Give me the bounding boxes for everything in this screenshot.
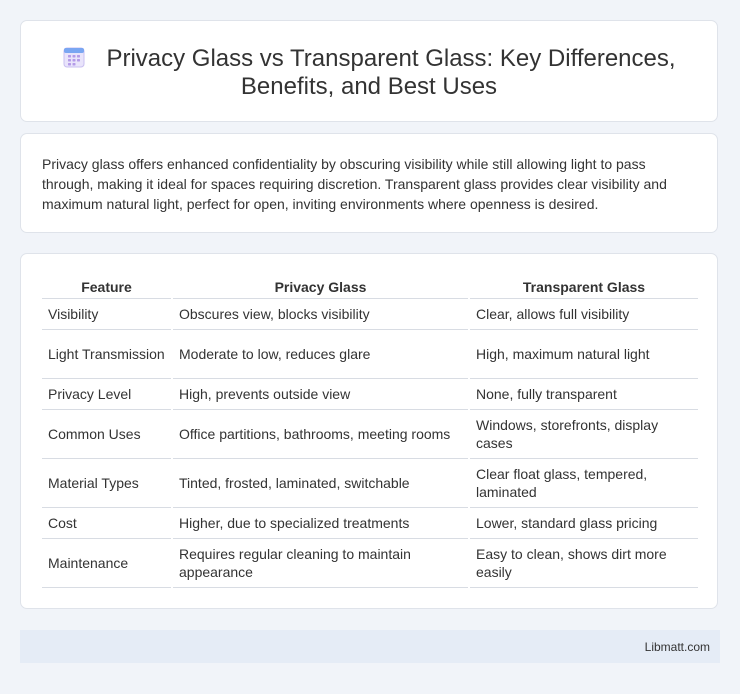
intro-card (20, 133, 718, 233)
feature-cell: Material Types (42, 459, 172, 508)
feature-cell: Common Uses (42, 410, 172, 459)
transparent-cell: Clear float glass, tempered, laminated (469, 459, 698, 508)
table-row (42, 539, 698, 588)
transparent-cell: Easy to clean, shows dirt more easily (469, 539, 698, 588)
header-privacy-glass: Privacy Glass (172, 276, 469, 299)
feature-cell: Cost (42, 508, 172, 539)
table-row (42, 459, 698, 508)
table-row (42, 410, 698, 459)
footer-bar (20, 630, 720, 663)
table-row (42, 508, 698, 539)
comparison-table (42, 276, 698, 588)
privacy-cell: Obscures view, blocks visibility (172, 299, 469, 330)
table-row (42, 379, 698, 410)
comparison-card (20, 253, 718, 609)
feature-cell: Privacy Level (42, 379, 172, 410)
transparent-cell: High, maximum natural light (469, 330, 698, 379)
header-card (20, 20, 718, 122)
privacy-cell: Tinted, frosted, laminated, switchable (172, 459, 469, 508)
feature-cell: Maintenance (42, 539, 172, 588)
table-row (42, 330, 698, 379)
title-wrap (21, 45, 717, 101)
footer-brand: Libmatt.com (644, 640, 710, 654)
privacy-cell: Requires regular cleaning to maintain appearance (172, 539, 469, 588)
privacy-cell: Office partitions, bathrooms, meeting rooms (172, 410, 469, 459)
feature-cell: Visibility (42, 299, 172, 330)
intro-text: Privacy glass offers enhanced confidentiality by obscuring visibility while still allowing light to pass through, making it ideal for spaces requiring discretion. Transparent glass provides clear visibility and maximum natural light, perfect for open, inviting environments where openness is desired. (42, 156, 667, 212)
transparent-cell: None, fully transparent (469, 379, 698, 410)
table-row (42, 299, 698, 330)
privacy-cell: Higher, due to specialized treatments (172, 508, 469, 539)
feature-cell: Light Transmission (42, 330, 172, 379)
header-transparent-glass: Transparent Glass (469, 276, 698, 299)
transparent-cell: Clear, allows full visibility (469, 299, 698, 330)
header-feature: Feature (42, 276, 172, 299)
transparent-cell: Windows, storefronts, display cases (469, 410, 698, 459)
privacy-cell: Moderate to low, reduces glare (172, 330, 469, 379)
transparent-cell: Lower, standard glass pricing (469, 508, 698, 539)
table-header-row (42, 276, 698, 299)
page-title: Privacy Glass vs Transparent Glass: Key Differences, Benefits, and Best Uses (106, 45, 676, 100)
calendar-grid-icon (62, 45, 86, 69)
privacy-cell: High, prevents outside view (172, 379, 469, 410)
